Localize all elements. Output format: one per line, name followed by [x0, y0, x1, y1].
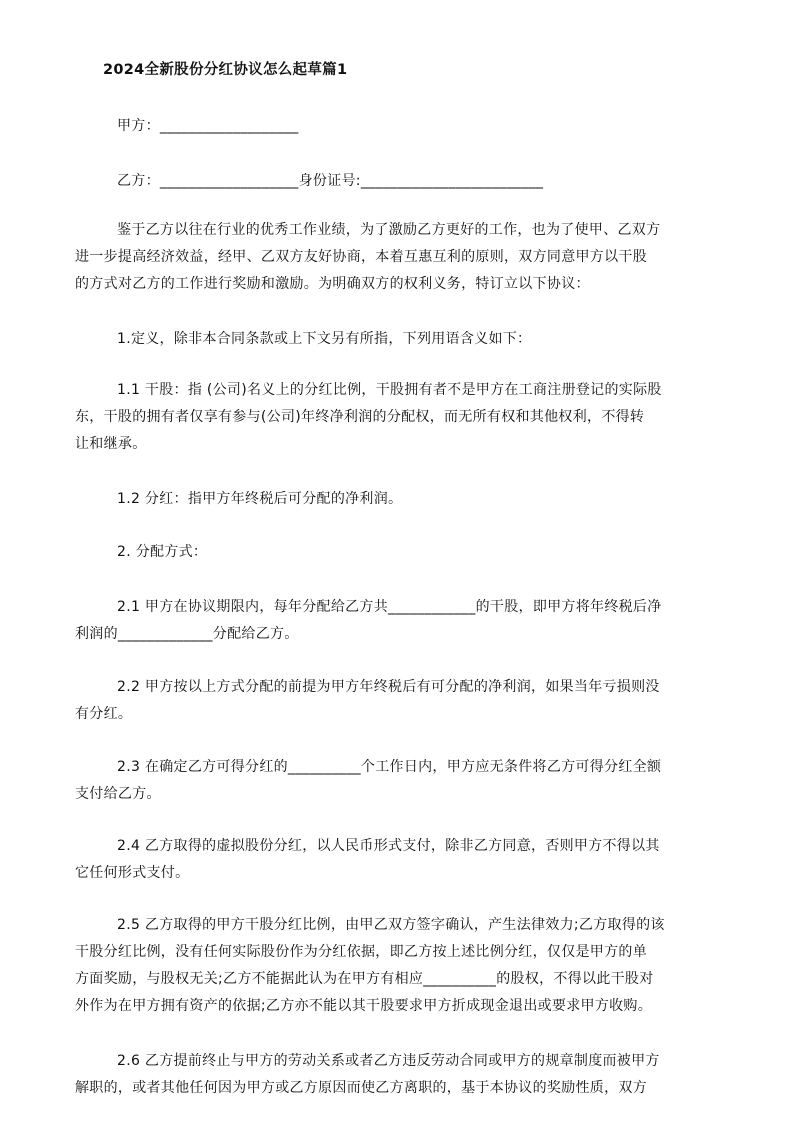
clause-2-2-line-2: 有分红。 — [75, 706, 133, 722]
preamble-line-3: 的方式对乙方的工作进行奖励和激励。为明确双方的权利义务，特订立以下协议： — [75, 276, 590, 292]
party-b-line: 乙方：___________________身份证号:_________________________ — [117, 173, 544, 189]
clause-2-5-line-1: 2.5 乙方取得的甲方干股分红比例，由甲乙双方签字确认，产生法律效力;乙方取得的该 — [117, 917, 665, 933]
clause-2-6-line-1: 2.6 乙方提前终止与甲方的劳动关系或者乙方违反劳动合同或甲方的规章制度而被甲方 — [117, 1053, 660, 1069]
party-a-line: 甲方：___________________ — [117, 118, 299, 134]
clause-2-4-line-2: 它任何形式支付。 — [75, 865, 190, 881]
clause-2-1-line-2: 利润的_____________分配给乙方。 — [75, 626, 299, 642]
clause-1-1-line-3: 让和继承。 — [75, 436, 147, 452]
preamble-line-2: 进一步提高经济效益，经甲、乙双方友好协商，本着互惠互利的原则，双方同意甲方以干股 — [75, 249, 647, 265]
clause-2: 2. 分配方式： — [117, 544, 208, 560]
clause-1-1-line-1: 1.1 干股：指 (公司)名义上的分红比例，干股拥有者不是甲方在工商注册登记的实际股 — [117, 382, 662, 398]
clause-2-5-line-2: 干股分红比例，没有任何实际股份作为分红依据，即乙方按上述比例分红，仅仅是甲方的单 — [75, 944, 647, 960]
clause-1: 1.定义，除非本合同条款或上下文另有所指，下列用语含义如下： — [117, 331, 532, 347]
preamble-line-1: 鉴于乙方以往在行业的优秀工作业绩，为了激励乙方更好的工作，也为了使甲、乙双方 — [117, 222, 661, 238]
document-title: 2024全新股份分红协议怎么起草篇1 — [103, 62, 348, 78]
clause-1-2: 1.2 分红：指甲方年终税后可分配的净利润。 — [117, 491, 403, 507]
clause-2-2-line-1: 2.2 甲方按以上方式分配的前提为甲方年终税后有可分配的净利润，如果当年亏损则没 — [117, 679, 660, 695]
clause-2-1-line-1: 2.1 甲方在协议期限内，每年分配给乙方共____________的干股，即甲方将年终税后净 — [117, 599, 662, 615]
clause-2-5-line-3: 方面奖励，与股权无关;乙方不能据此认为在甲方有相应__________的股权，不得以此干股对 — [75, 971, 654, 987]
clause-2-3-line-1: 2.3 在确定乙方可得分红的__________个工作日内，甲方应无条件将乙方可得分红全额 — [117, 759, 662, 775]
clause-2-5-line-4: 外作为在甲方拥有资产的依据;乙方亦不能以其干股要求甲方折成现金退出或要求甲方收购。 — [75, 998, 653, 1014]
clause-1-1-line-2: 东，干股的拥有者仅享有参与(公司)年终净利润的分配权，而无所有权和其他权利，不得转 — [75, 409, 645, 425]
clause-2-6-line-2: 解职的，或者其他任何因为甲方或乙方原因而使乙方离职的，基于本协议的奖励性质，双方 — [75, 1080, 647, 1096]
clause-2-4-line-1: 2.4 乙方取得的虚拟股份分红，以人民币形式支付，除非乙方同意，否则甲方不得以其 — [117, 838, 660, 854]
clause-2-3-line-2: 支付给乙方。 — [75, 786, 161, 802]
